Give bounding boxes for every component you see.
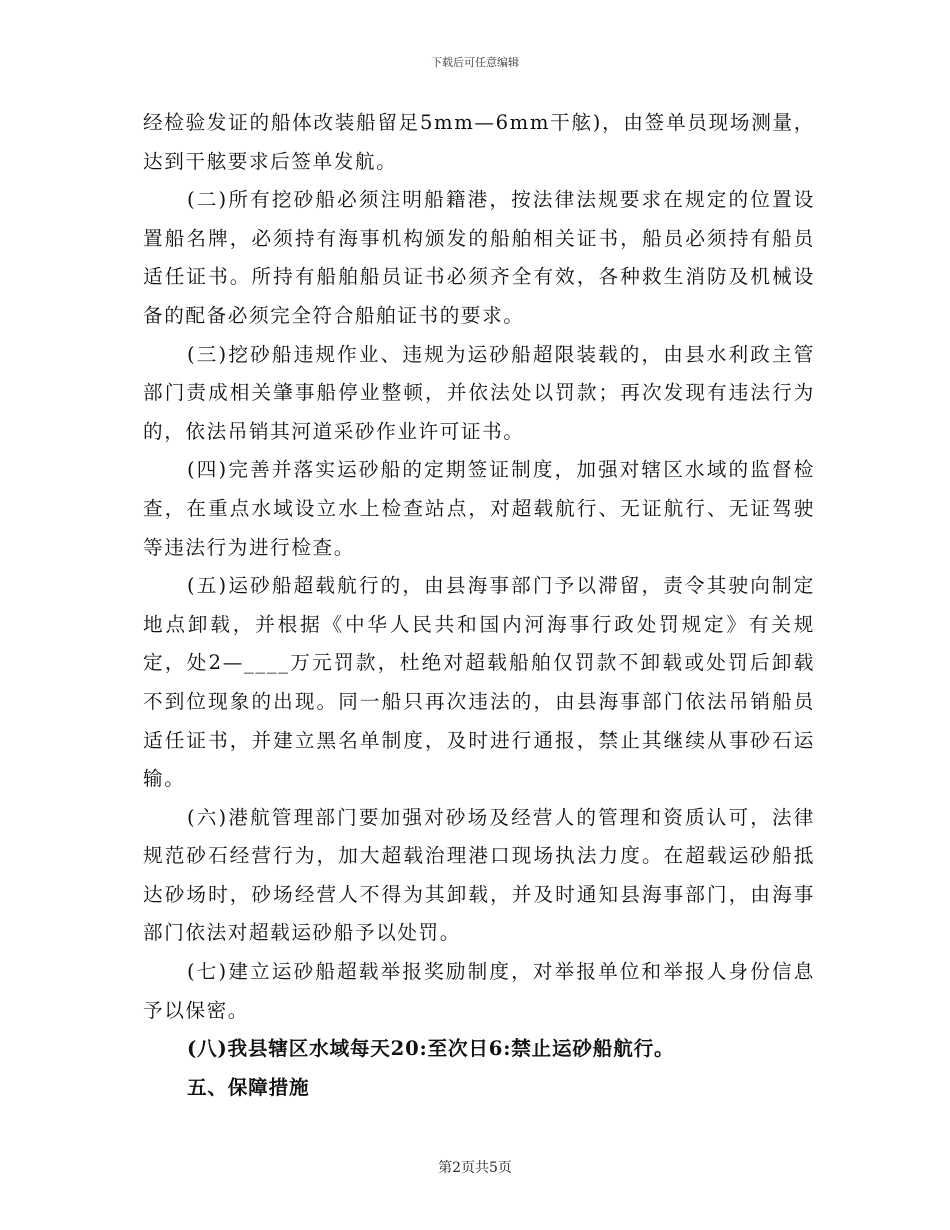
paragraph-continuation: 经检验发证的船体改装船留足5mm—6mm干舷)，由签单员现场测量，达到干舷要求后签单发航。 (143, 111, 815, 173)
page-header: 下载后可任意编辑 (431, 56, 519, 69)
page-number: 第2页共5页 (438, 1160, 512, 1176)
section-heading: 五、保障措施 (187, 1075, 310, 1099)
paragraph-item-2: (二)所有挖砂船必须注明船籍港，按法律法规要求在规定的位置设置船名牌，必须持有海事机构颁发的船舶相关证书，船员必须持有船员适任证书。所持有船舶船员证书必须齐全有效，各种救生消防及机械设备的配备必须完全符合船舶证书的要求。 (143, 188, 815, 327)
document-body (143, 104, 815, 1107)
paragraph-item-3: (三)挖砂船违规作业、违规为运砂船超限装载的，由县水利政主管部门责成相关肇事船停业整顿，并依法处以罚款；再次发现有违法行为的，依法吊销其河道采砂作业许可证书。 (143, 342, 815, 443)
paragraph-item-5: (五)运砂船超载航行的，由县海事部门予以滞留，责令其驶向制定地点卸载，并根据《中华人民共和国内河海事行政处罚规定》有关规定，处2—____万元罚款，杜绝对超载船舶仅罚款不卸载或处罚后卸载不到位现象的出现。同一船只再次违法的，由县海事部门依法吊销船员适任证书，并建立黑名单制度，及时进行通报，禁止其继续从事砂石运输。 (143, 574, 815, 791)
paragraph-item-7: (七)建立运砂船超载举报奖励制度，对举报单位和举报人身份信息予以保密。 (143, 960, 815, 1022)
paragraph-item-6: (六)港航管理部门要加强对砂场及经营人的管理和资质认可，法律规范砂石经营行为，加大超载治理港口现场执法力度。在超载运砂船抵达砂场时，砂场经营人不得为其卸载，并及时通知县海事部门，由海事部门依法对超载运砂船予以处罚。 (143, 805, 815, 945)
paragraph-item-8: (八)我县辖区水域每天20:至次日6:禁止运砂船航行。 (187, 1037, 675, 1061)
paragraph-item-4: (四)完善并落实运砂船的定期签证制度，加强对辖区水域的监督检查，在重点水域设立水上检查站点，对超载航行、无证航行、无证驾驶等违法行为进行检查。 (143, 458, 815, 559)
